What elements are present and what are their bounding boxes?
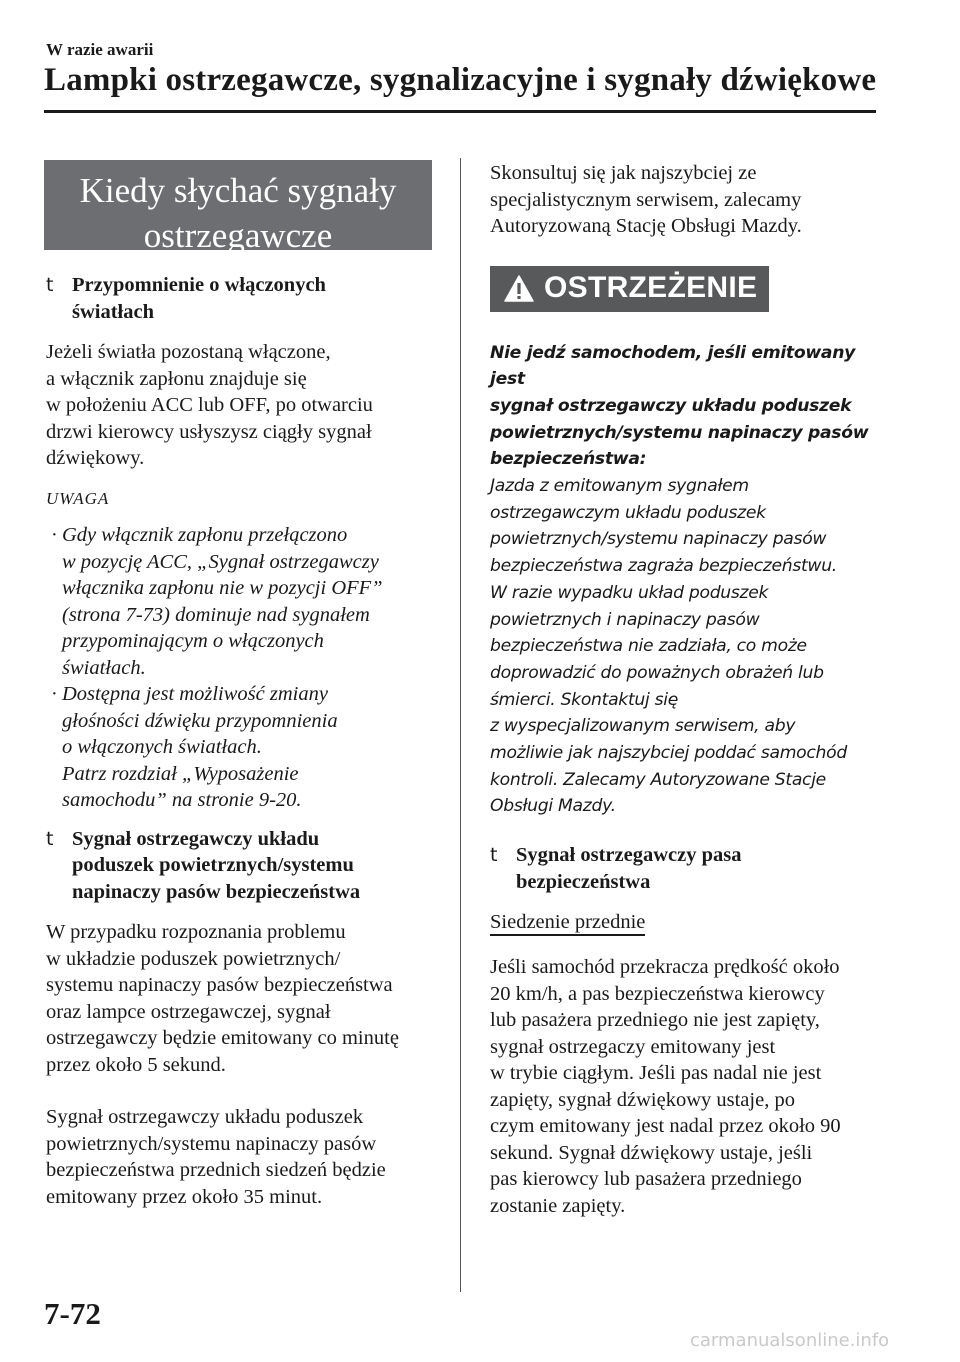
subheading-line: światłach	[72, 300, 154, 323]
text-line: w pozycję ACC, „Sygnał ostrzegawczy	[62, 550, 379, 573]
bullet: ·	[51, 524, 57, 546]
right-column	[490, 160, 882, 1233]
section-heading-box	[44, 160, 432, 255]
text-line: Autoryzowaną Stację Obsługi Mazdy.	[490, 215, 802, 237]
warning-line: z wyspecjalizowanym serwisem, aby	[490, 716, 796, 737]
paragraph-airbag-duration	[46, 1104, 438, 1210]
text-line: Jeśli samochód przekracza prędkość około	[490, 956, 840, 979]
text-line: samochodu” na stronie 9-20.	[62, 789, 302, 811]
text-line: lub pasażera przedniego nie jest zapięty,	[490, 1009, 820, 1032]
text-line: zostanie zapięty.	[490, 1194, 626, 1217]
warning-line: bezpieczeństwa zagraża bezpieczeństwu.	[490, 556, 837, 577]
text-line: emitowany przez około 35 minut.	[46, 1185, 323, 1208]
text-line: systemu napinaczy pasów bezpieczeństwa	[46, 974, 393, 996]
header-rule	[44, 110, 876, 113]
text-line: przypominającym o włączonych	[62, 630, 324, 652]
subheading-line: Sygnał ostrzegawczy układu	[72, 827, 320, 850]
text-line: ostrzegawczy będzie emitowany co minutę	[46, 1027, 399, 1049]
subheading-marker: t	[490, 844, 498, 867]
text-line: Jeżeli światła pozostaną włączone,	[46, 341, 331, 363]
paragraph-consult	[490, 160, 882, 240]
subheading-line: Przypomnienie o włączonych	[72, 274, 326, 296]
warning-line: ostrzegawczym układu poduszek	[490, 502, 766, 523]
page-number: 7-72	[44, 1296, 101, 1331]
text-line: Sygnał ostrzegawczy układu poduszek	[46, 1106, 364, 1128]
text-line: drzwi kierowcy usłyszysz ciągły sygnał	[46, 420, 372, 443]
text-line: a włącznik zapłonu znajduje się	[46, 367, 307, 390]
paragraph-lights	[46, 339, 438, 472]
warning-line: śmierci. Skontaktuj się	[490, 689, 679, 710]
left-column	[46, 160, 438, 1224]
subheading-line: Sygnał ostrzegawczy pasa	[516, 844, 742, 867]
subheading-seatbelt	[490, 842, 882, 895]
text-line: głośności dźwięku przypomnienia	[62, 709, 338, 732]
text-line: sygnał ostrzegaczy emitowany jest	[490, 1035, 776, 1058]
warning-line: powietrznych/systemu napinaczy pasów	[490, 529, 827, 550]
note-label: UWAGA	[46, 488, 110, 508]
text-line: Patrz rozdział „Wyposażenie	[62, 762, 299, 785]
warning-line: W razie wypadku układ poduszek	[490, 582, 769, 603]
text-line: 20 km/h, a pas bezpieczeństwa kierowcy	[490, 982, 825, 1005]
text-line: Gdy włącznik zapłonu przełączono	[62, 524, 348, 546]
warning-bold-line: bezpieczeństwa:	[490, 449, 647, 470]
text-line: pas kierowcy lub pasażera przedniego	[490, 1168, 802, 1191]
section-heading-line1: Kiedy słychać sygnały	[79, 171, 397, 210]
page-title: Lampki ostrzegawcze, sygnalizacyjne i sygnały dźwiękowe	[44, 62, 877, 98]
text-line: powietrznych/systemu napinaczy pasów	[46, 1132, 377, 1155]
subheading-marker: t	[46, 274, 54, 296]
warning-badge	[490, 266, 769, 312]
text-line: Dostępna jest możliwość zmiany	[62, 683, 328, 705]
subheading-line: bezpieczeństwa	[516, 870, 651, 893]
warning-body	[490, 340, 882, 821]
text-line: dźwiękowy.	[46, 447, 145, 469]
bullet: ·	[51, 683, 57, 705]
warning-bold-line: powietrznych/systemu napinaczy pasów	[490, 422, 869, 443]
subheading-marker: t	[46, 827, 54, 850]
warning-line: Jazda z emitowanym sygnałem	[490, 476, 749, 497]
warning-line: możliwie jak najszybciej poddać samochód	[490, 743, 847, 764]
text-line: (strona 7-73) dominuje nad sygnałem	[62, 603, 370, 626]
warning-line: Obsługi Mazdy.	[490, 796, 616, 817]
text-line: zapięty, sygnał dźwiękowy ustaje, po	[490, 1088, 795, 1111]
note-item	[46, 522, 438, 681]
subheading-line: napinaczy pasów bezpieczeństwa	[72, 880, 361, 903]
text-line: oraz lampce ostrzegawczej, sygnał	[46, 1000, 331, 1023]
paragraph-seatbelt	[490, 954, 882, 1219]
text-line: przez około 5 sekund.	[46, 1053, 226, 1076]
note-list	[46, 522, 438, 814]
text-line: w położeniu ACC lub OFF, po otwarciu	[46, 394, 373, 416]
section-heading-line2: ostrzegawcze	[143, 216, 333, 255]
text-line: bezpieczeństwa przednich siedzeń będzie	[46, 1159, 386, 1181]
text-line: specjalistycznym serwisem, zalecamy	[490, 188, 802, 211]
text-line: sekund. Sygnał dźwiękowy ustaje, jeśli	[490, 1141, 813, 1164]
paragraph-airbag-problem	[46, 919, 438, 1078]
watermark: carmanualsonline.info	[690, 1330, 890, 1351]
text-line: W przypadku rozpoznania problemu	[46, 921, 346, 943]
text-line: w trybie ciągłym. Jeśli pas nadal nie jest	[490, 1062, 822, 1085]
column-divider	[460, 158, 461, 1292]
warning-line: doprowadzić do poważnych obrażeń lub	[490, 662, 824, 683]
subheading-lights-reminder	[46, 272, 438, 325]
warning-label: OSTRZEŻENIE	[544, 271, 758, 305]
text-line: czym emitowany jest nadal przez około 90	[490, 1115, 841, 1138]
note-item	[46, 681, 438, 814]
warning-triangle-icon	[504, 275, 534, 303]
subheading-line: poduszek powietrznych/systemu	[72, 854, 354, 876]
warning-bold-line: sygnał ostrzegawczy układu poduszek	[490, 395, 852, 416]
subheading-airbag-signal	[46, 826, 438, 906]
warning-line: powietrznych i napinaczy pasów	[490, 609, 760, 630]
text-line: Skonsultuj się jak najszybciej ze	[490, 162, 757, 184]
text-line: światłach.	[62, 656, 146, 679]
warning-line: bezpieczeństwa nie zadziała, co może	[490, 636, 807, 657]
warning-line: kontroli. Zalecamy Autoryzowane Stacje	[490, 769, 826, 790]
section-label: W razie awarii	[46, 40, 154, 59]
front-seat-heading: Siedzenie przednie	[490, 910, 645, 936]
text-line: o włączonych światłach.	[62, 736, 262, 758]
text-line: w układzie poduszek powietrznych/	[46, 947, 341, 970]
warning-bold-line: Nie jedź samochodem, jeśli emitowany jest	[490, 342, 856, 390]
text-line: włącznika zapłonu nie w pozycji OFF”	[62, 577, 383, 599]
